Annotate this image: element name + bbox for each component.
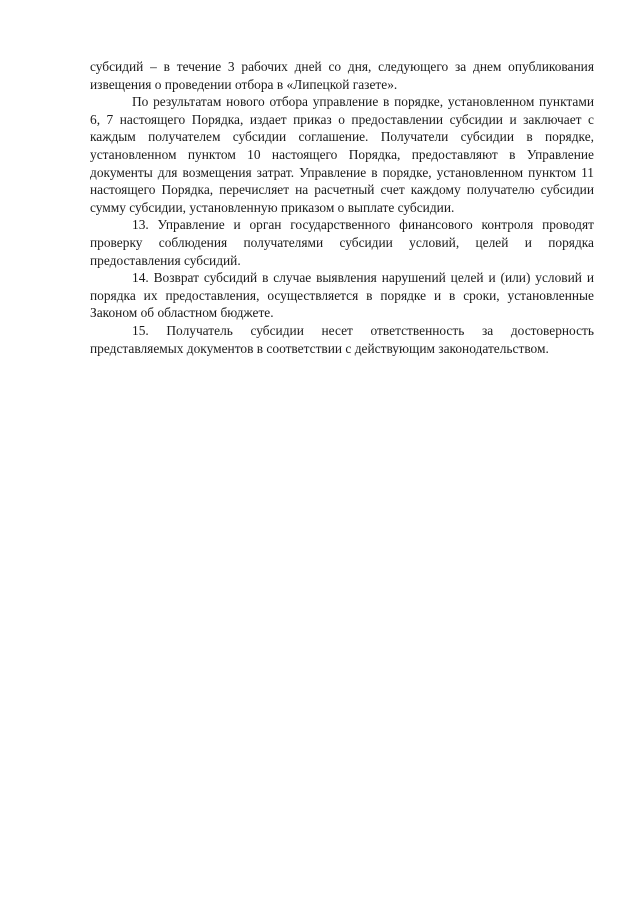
paragraph-item-13: 13. Управление и орган государственного финансового контроля проводят проверку соблюдения получателями субсидии условий, целей и порядка предоставления субсидий. xyxy=(90,217,594,268)
document-body xyxy=(90,58,594,357)
paragraph-item-15: 15. Получатель субсидии несет ответственность за достоверность представляемых документов в соответствии с действующим законодательством. xyxy=(90,322,594,356)
paragraph-continuation: субсидий – в течение 3 рабочих дней со дня, следующего за днем опубликования извещения о проведении отбора в «Липецкой газете». xyxy=(90,59,594,92)
paragraph-new-selection: По результатам нового отбора управление в порядке, установленном пунктами 6, 7 настоящего Порядка, издает приказ о предоставлении субсидии и заключает с каждым получателем субсидии соглашение. Получатели субсидии в порядке, установленном пунктом 10 настоящего Порядка, предоставляют в Управление документы для возмещения затрат. Управление в порядке, установленном пунктом 11 настоящего Порядка, перечисляет на расчетный счет каждому получателю субсидии сумму субсидии, установленную приказом о выплате субсидии. xyxy=(90,94,594,215)
paragraph-item-14: 14. Возврат субсидий в случае выявления нарушений целей и (или) условий и порядка их предоставления, осуществляется в порядке и в сроки, установленные Законом об областном бюджете. xyxy=(90,270,594,321)
